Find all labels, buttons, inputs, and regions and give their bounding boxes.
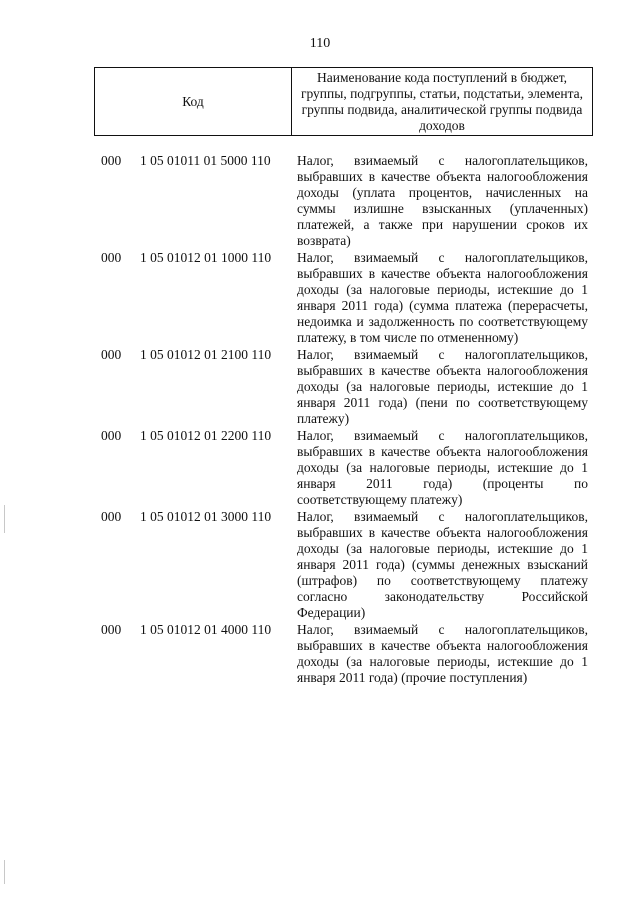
table-row bbox=[0, 622, 640, 686]
table-body bbox=[0, 153, 640, 687]
row-description: Налог, взимаемый с налогоплательщиков, выбравших в качестве объекта налогообложения доходы (уплата процентов, начисленных на суммы излишне взысканных (уплаченных) платежей, а также при нарушении сроков их возврата) bbox=[297, 153, 588, 248]
row-prefix: 000 bbox=[101, 250, 122, 265]
row-prefix: 000 bbox=[101, 622, 122, 637]
row-prefix: 000 bbox=[101, 509, 122, 524]
row-code: 1 05 01012 01 4000 110 bbox=[140, 622, 272, 637]
row-code: 1 05 01012 01 2100 110 bbox=[140, 347, 272, 362]
row-description: Налог, взимаемый с налогоплательщиков, выбравших в качестве объекта налогообложения доходы (за налоговые периоды, истекшие до 1 января 2011 года) (пени по соответствующему платежу) bbox=[297, 347, 588, 426]
row-description: Налог, взимаемый с налогоплательщиков, выбравших в качестве объекта налогообложения доходы (за налоговые периоды, истекшие до 1 января 2011 года) (проценты по соответствующему платежу) bbox=[297, 428, 588, 507]
header-code-label: Код bbox=[182, 93, 204, 109]
header-code-cell bbox=[95, 68, 292, 135]
page-number: 110 bbox=[309, 36, 331, 51]
row-description: Налог, взимаемый с налогоплательщиков, выбравших в качестве объекта налогообложения доходы (за налоговые периоды, истекшие до 1 января 2011 года) (сумма платежа (перерасчеты, недоимка и задолженность по соответствующему платежу, в том числе по отмененному) bbox=[297, 250, 588, 345]
row-code: 1 05 01011 01 5000 110 bbox=[140, 153, 271, 168]
row-code: 1 05 01012 01 1000 110 bbox=[140, 250, 272, 265]
row-description: Налог, взимаемый с налогоплательщиков, выбравших в качестве объекта налогообложения доходы (за налоговые периоды, истекшие до 1 января 2011 года) (суммы денежных взысканий (штрафов) по соответствующему платежу согласно законодательству Российской Федерации) bbox=[297, 509, 588, 620]
table-row bbox=[0, 509, 640, 621]
row-code: 1 05 01012 01 3000 110 bbox=[140, 509, 272, 524]
table-header bbox=[94, 67, 593, 136]
table-row bbox=[0, 428, 640, 508]
scan-margin-mark bbox=[4, 505, 5, 533]
row-description: Налог, взимаемый с налогоплательщиков, выбравших в качестве объекта налогообложения доходы (за налоговые периоды, истекшие до 1 января 2011 года) (прочие поступления) bbox=[297, 622, 588, 685]
row-prefix: 000 bbox=[101, 428, 122, 443]
scan-margin-mark bbox=[4, 860, 5, 884]
row-code: 1 05 01012 01 2200 110 bbox=[140, 428, 272, 443]
table-row bbox=[0, 250, 640, 346]
row-prefix: 000 bbox=[101, 347, 122, 362]
table-row bbox=[0, 153, 640, 249]
header-name-cell: Наименование кода поступлений в бюджет, группы, подгруппы, статьи, подстатьи, элемента, группы подвида, аналитической группы подвида доходов bbox=[300, 70, 584, 133]
table-row bbox=[0, 347, 640, 427]
row-prefix: 000 bbox=[101, 153, 122, 168]
